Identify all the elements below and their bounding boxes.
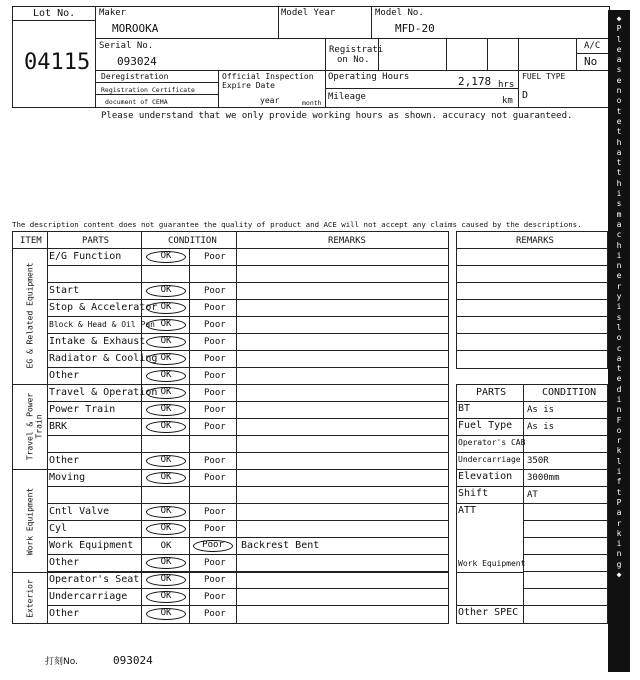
serial-value: 093024 bbox=[117, 55, 157, 68]
spec-part: Shift bbox=[458, 488, 489, 499]
part-name: BRK bbox=[49, 421, 68, 432]
year-label: year bbox=[260, 96, 280, 105]
ok-mark: OK bbox=[146, 387, 186, 399]
spec-part: BT bbox=[458, 403, 471, 414]
col-remarks-header: REMARKS bbox=[328, 236, 366, 246]
ok-mark: OK bbox=[146, 404, 186, 416]
part-name: Power Train bbox=[49, 404, 116, 415]
ok-mark: OK bbox=[146, 557, 186, 569]
spec-value: AT bbox=[527, 490, 538, 500]
poor-mark: Poor bbox=[204, 524, 226, 534]
lot-label: Lot No. bbox=[33, 8, 76, 19]
poor-mark: Poor bbox=[204, 286, 226, 296]
spec-parts-header: PARTS bbox=[476, 387, 507, 398]
ok-mark: OK bbox=[160, 541, 172, 551]
spec-work-equipment-label: Work Equipment bbox=[458, 559, 526, 568]
poor-mark: Poor bbox=[204, 592, 226, 602]
spec-condition-header: CONDITION bbox=[542, 387, 597, 398]
part-name: Intake & Exhaust bbox=[49, 336, 146, 347]
official-label-1: Official Inspection bbox=[222, 72, 314, 81]
spec-value: As is bbox=[527, 422, 555, 432]
spec-other-label: Other SPEC bbox=[458, 607, 519, 618]
poor-mark: Poor bbox=[204, 422, 226, 432]
poor-mark: Poor bbox=[204, 558, 226, 568]
poor-mark: Poor bbox=[204, 303, 226, 313]
part-name: Other bbox=[49, 557, 80, 568]
poor-mark: Poor bbox=[204, 473, 226, 483]
part-name: Moving bbox=[49, 472, 86, 483]
part-name: E/G Function bbox=[49, 251, 122, 262]
group-travel-label-2: Train bbox=[34, 414, 44, 439]
sidebar-note: ◆Please note that this machinery is located in Forklift Parking◆ bbox=[616, 14, 627, 580]
fuel-type-value: D bbox=[522, 90, 529, 101]
spec-part: Fuel Type bbox=[458, 420, 513, 431]
operating-hours-label: Operating Hours bbox=[328, 72, 410, 82]
right-remarks-header: REMARKS bbox=[516, 236, 554, 246]
lot-number: 04115 bbox=[24, 50, 91, 75]
spec-value: 350R bbox=[527, 456, 549, 466]
ok-mark: OK bbox=[146, 455, 186, 467]
part-name: Other bbox=[49, 608, 80, 619]
poor-mark: Poor bbox=[204, 371, 226, 381]
ok-mark: OK bbox=[146, 523, 186, 535]
official-label-2: Expire Date bbox=[222, 81, 275, 90]
ok-mark: OK bbox=[146, 319, 186, 331]
fuel-type-label: FUEL TYPE bbox=[522, 72, 566, 81]
poor-mark: Poor bbox=[204, 388, 226, 398]
km-unit: km bbox=[502, 96, 513, 106]
part-name: Travel & Operation bbox=[49, 387, 158, 398]
ok-mark: OK bbox=[146, 421, 186, 433]
month-label: month bbox=[302, 99, 322, 107]
poor-mark: Poor bbox=[204, 575, 226, 585]
poor-mark: Poor bbox=[204, 609, 226, 619]
ok-mark: OK bbox=[146, 336, 186, 348]
ok-mark: OK bbox=[146, 472, 186, 484]
model-year-label: Model Year bbox=[281, 8, 336, 18]
poor-mark: Poor bbox=[204, 320, 226, 330]
col-condition-header: CONDITION bbox=[168, 236, 217, 246]
operating-hours-value: 2,178 bbox=[458, 75, 492, 88]
ok-mark: OK bbox=[146, 370, 186, 382]
part-name: Radiator & Cooling bbox=[49, 353, 158, 364]
poor-mark: Poor bbox=[204, 507, 226, 517]
group-eg-label: EG & Related Equipment bbox=[25, 262, 35, 369]
ok-mark: OK bbox=[146, 353, 186, 365]
reg-cert-label: Registration Certificate bbox=[101, 86, 195, 94]
registration-label-1: Registrati bbox=[329, 45, 384, 55]
part-name: Other bbox=[49, 455, 80, 466]
stamp-value: 093024 bbox=[113, 654, 153, 667]
maker-value: MOROOKA bbox=[112, 22, 159, 35]
spec-part: Operator's CAB bbox=[458, 438, 526, 447]
deregistration-label: Deregistration bbox=[101, 72, 169, 81]
description-notice: The description content does not guarantee the quality of product and ACE will not accept any claims caused by the descriptions. bbox=[12, 220, 582, 229]
ac-label: A/C bbox=[584, 41, 601, 51]
group-travel-label-1: Travel & Power bbox=[25, 392, 35, 461]
poor-mark: Poor bbox=[204, 337, 226, 347]
poor-mark: Poor bbox=[204, 252, 226, 262]
ok-mark: OK bbox=[146, 608, 186, 620]
ok-mark: OK bbox=[146, 285, 186, 297]
ac-value: No bbox=[584, 55, 598, 68]
ok-mark: OK bbox=[146, 574, 186, 586]
ok-mark: OK bbox=[146, 591, 186, 603]
spec-part: Elevation bbox=[458, 471, 513, 482]
group-exterior-label: Exterior bbox=[25, 579, 35, 618]
part-name: Start bbox=[49, 285, 80, 296]
col-item-header: ITEM bbox=[20, 236, 42, 246]
spec-value: 3000mm bbox=[527, 473, 560, 483]
poor-mark: Poor bbox=[204, 456, 226, 466]
stamp-label: 打刻No. bbox=[45, 657, 78, 667]
spec-part: ATT bbox=[458, 505, 477, 516]
poor-mark: Poor bbox=[204, 354, 226, 364]
part-name: Block & Head & Oil Pan bbox=[49, 320, 155, 329]
ok-mark: OK bbox=[146, 251, 186, 263]
col-parts-header: PARTS bbox=[82, 236, 110, 246]
poor-mark: Poor bbox=[204, 405, 226, 415]
poor-mark: Poor bbox=[193, 540, 233, 552]
ok-mark: OK bbox=[146, 506, 186, 518]
part-name: Undercarriage bbox=[49, 591, 128, 602]
right-remarks-table bbox=[456, 231, 608, 369]
hours-notice: Please understand that we only provide working hours as shown. accuracy not guaranteed. bbox=[101, 111, 573, 121]
serial-label: Serial No. bbox=[99, 41, 154, 51]
model-no-label: Model No. bbox=[375, 8, 424, 18]
part-name: Cntl Valve bbox=[49, 506, 110, 517]
mileage-label: Mileage bbox=[328, 92, 366, 102]
remark-text: Backrest Bent bbox=[241, 540, 320, 551]
group-work-label: Work Equipment bbox=[25, 487, 35, 556]
part-name: Operator's Seat bbox=[49, 574, 140, 585]
spec-part: Undercarriage bbox=[458, 455, 521, 464]
part-name: Stop & Accelerator bbox=[49, 302, 158, 313]
part-name: Other bbox=[49, 370, 80, 381]
location-sidebar bbox=[608, 10, 630, 672]
part-name: Cyl bbox=[49, 523, 68, 534]
model-no-value: MFD-20 bbox=[395, 22, 435, 35]
registration-label-2: on No. bbox=[337, 55, 370, 65]
hrs-unit: hrs bbox=[498, 80, 515, 90]
doc-cema-label: document of CEMA bbox=[105, 98, 168, 106]
spec-value: As is bbox=[527, 405, 555, 415]
maker-label: Maker bbox=[99, 8, 127, 18]
part-name: Work Equipment bbox=[49, 540, 134, 551]
ok-mark: OK bbox=[146, 302, 186, 314]
